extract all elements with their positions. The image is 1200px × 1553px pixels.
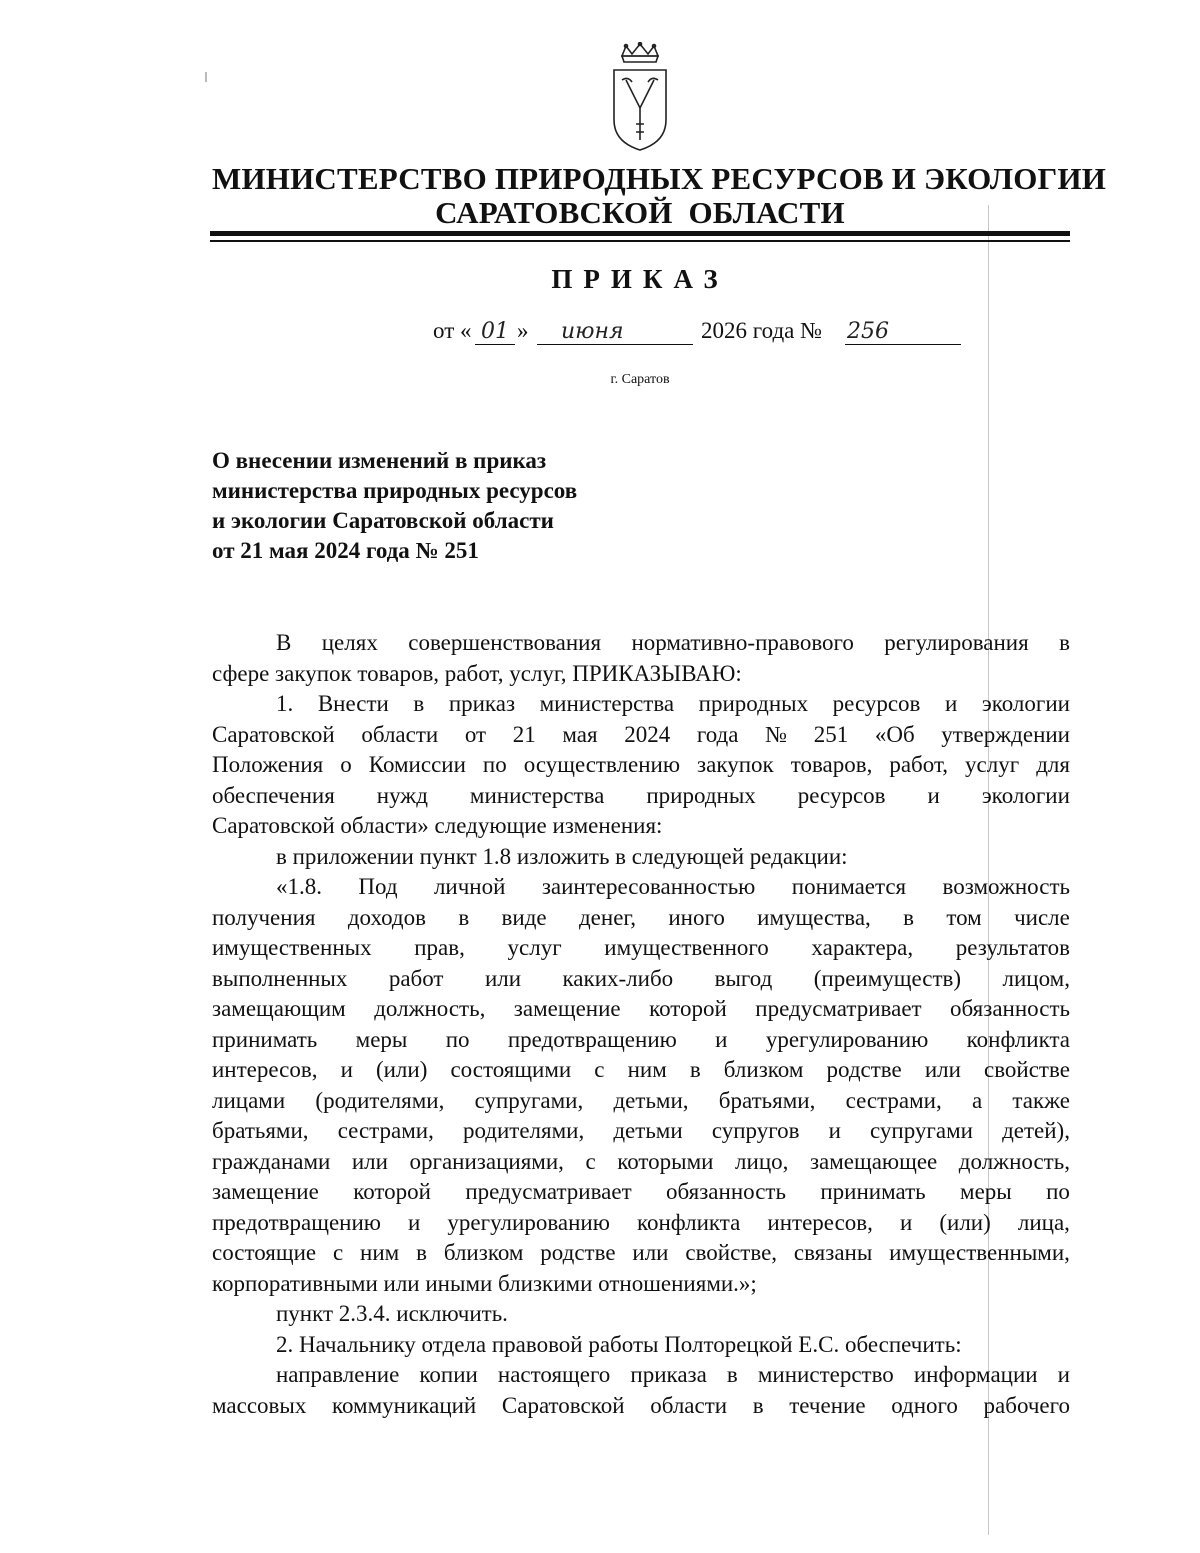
body-line: принимать меры по предотвращению и урегулированию конфликта	[212, 1026, 1070, 1052]
body-line: получения доходов в виде денег, иного имущества, в том числе	[212, 904, 1070, 930]
city-label: г. Саратов	[610, 372, 670, 387]
body-line: 1. Внести в приказ министерства природных ресурсов и экологии	[276, 691, 1070, 716]
saratov-coat-of-arms-icon	[608, 42, 672, 154]
body-line: Положения о Комиссии по осуществлению закупок товаров, работ, услуг для	[212, 752, 1070, 777]
dateline-year: 2026 года №	[701, 318, 823, 343]
dateline-number: 256	[847, 319, 889, 344]
body-line: направление копии настоящего приказа в министерство информации и	[276, 1362, 1070, 1387]
body-line: пункт 2.3.4. исключить.	[276, 1301, 508, 1326]
body-line: корпоративными или иными близкими отношениями.»;	[212, 1270, 757, 1296]
body-line: лицами (родителями, супругами, детьми, братьями, сестрами, а также	[212, 1087, 1070, 1113]
ministry-name-line2: САРАТОВСКОЙ ОБЛАСТИ	[435, 195, 845, 230]
dateline-prefix: от «	[433, 318, 472, 343]
body-line: гражданами или организациями, с которыми лицо, замещающее должность,	[212, 1148, 1070, 1174]
body-line: массовых коммуникаций Саратовской области в течение одного рабочего	[212, 1392, 1070, 1418]
body-line: в приложении пункт 1.8 изложить в следующей редакции:	[276, 843, 848, 869]
body-line: замещающим должность, замещение которой предусматривает обязанность	[212, 996, 1070, 1021]
body-line: Саратовской области» следующие изменения:	[212, 813, 663, 838]
body-line: братьями, сестрами, родителями, детьми супругов и супругами детей),	[212, 1118, 1070, 1143]
ministry-name	[212, 161, 1107, 230]
body-line: выполненных работ или каких-либо выгод (преимуществ) лицом,	[212, 965, 1070, 991]
header-rule-thin	[210, 240, 1070, 242]
body-line: замещение которой предусматривает обязанность принимать меры по	[212, 1179, 1070, 1204]
ministry-name-line1: МИНИСТЕРСТВО ПРИРОДНЫХ РЕСУРСОВ И ЭКОЛОГИИ	[212, 161, 1107, 196]
body-line: обеспечения нужд министерства природных ресурсов и экологии	[212, 782, 1070, 808]
subject-line: министерства природных ресурсов	[212, 478, 578, 503]
dateline-close-quote: »	[517, 318, 529, 343]
body-line: В целях совершенствования нормативно-правового регулирования в	[276, 630, 1070, 655]
order-subject	[212, 446, 652, 566]
scan-speck	[205, 72, 207, 82]
body-line: интересов, и (или) состоящими с ним в близком родстве или свойстве	[212, 1057, 1070, 1082]
body-line: Саратовской области от 21 мая 2024 года № 251 «Об утверждении	[212, 721, 1070, 747]
header-rule-thick	[210, 231, 1070, 236]
body-line: имущественных прав, услуг имущественного характера, результатов	[212, 935, 1070, 960]
subject-line: и экологии Саратовской области	[212, 508, 554, 533]
subject-line: О внесении изменений в приказ	[212, 448, 547, 473]
document-type-title: ПРИКАЗ	[551, 264, 729, 294]
body-line: сфере закупок товаров, работ, услуг, ПРИКАЗЫВАЮ:	[212, 660, 742, 686]
dateline-month: июня	[561, 319, 624, 344]
subject-line: от 21 мая 2024 года № 251	[212, 538, 479, 563]
dateline-day: 01	[481, 319, 509, 344]
body-line: «1.8. Под личной заинтересованностью понимается возможность	[276, 874, 1070, 899]
body-line: состоящие с ним в близком родстве или свойстве, связаны имущественными,	[212, 1240, 1070, 1265]
body-line: предотвращению и урегулированию конфликта интересов, и (или) лица,	[212, 1209, 1070, 1235]
body-line: 2. Начальнику отдела правовой работы Полторецкой Е.С. обеспечить:	[276, 1331, 962, 1357]
order-body	[212, 628, 1070, 1421]
